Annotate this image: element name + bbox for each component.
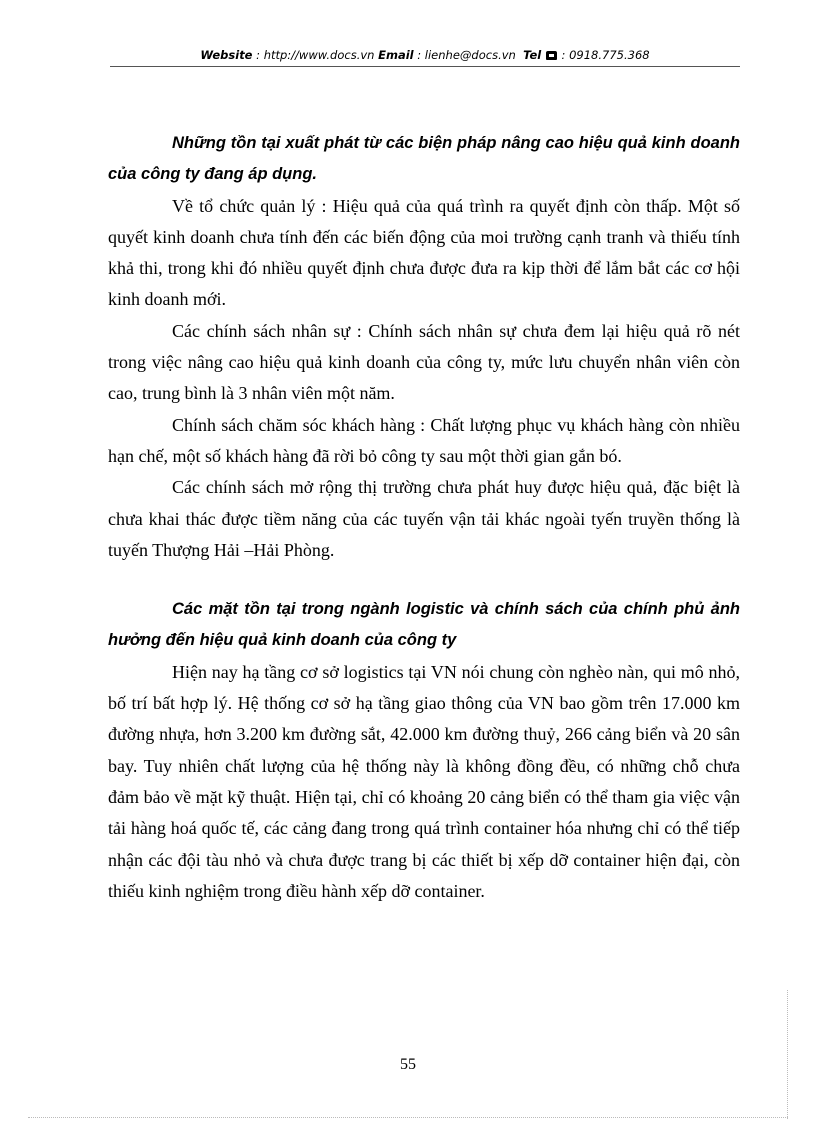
page-border-right (787, 990, 788, 1119)
phone-icon (546, 51, 557, 60)
section1-paragraph: Các chính sách mở rộng thị trường chưa phát huy được hiệu quả, đặc biệt là chưa khai thác được tiềm năng của các tuyến vận tải khác ngoài tyến truyền thống là tuyến Thượng Hải –Hải Phòng. (108, 477, 740, 560)
section1-heading: Những tồn tại xuất phát từ các biện pháp nâng cao hiệu quả kinh doanh của công ty đang áp dụng. (108, 134, 740, 184)
email-address: lienhe@docs.vn (424, 48, 516, 62)
page-number: 55 (400, 1056, 416, 1073)
section1-paragraph: Các chính sách nhân sự : Chính sách nhân sự chưa đem lại hiệu quả rõ nét trong việc nâng cao hiệu quả kinh doanh của công ty, mức lưu chuyển nhân viên còn cao, trung bình là 3 nhân viên một năm. (108, 320, 740, 404)
section2-paragraph: Hiện nay hạ tầng cơ sở logistics tại VN nói chung còn nghèo nàn, qui mô nhỏ, bố trí bất hợp lý. Hệ thống cơ sở hạ tầng giao thông của VN bao gồm trên 17.000 km đường nhựa, hơn 3.200 km đường sắt, 42.000 km đường thuỷ, 266 cảng biển và 20 sân bay. Tuy nhiên chất lượng của hệ thống này là không đồng đều, có những chỗ chưa đảm bảo về mặt kỹ thuật. Hiện tại, chỉ có khoảng 20 cảng biển có thể tham gia việc vận tải hàng hoá quốc tế, các cảng đang trong quá trình container hóa nhưng chỉ có thể tiếp nhận các đội tàu nhỏ và chưa được trang bị các thiết bị xếp dỡ container hiện đại, còn thiếu kinh nghiệm trong điều hành xếp dỡ container. (108, 661, 740, 901)
page-header: Website : http://www.docs.vn Email : lienhe@docs.vn Tel : 0918.775.368 (110, 46, 740, 67)
section2-heading: Các mặt tồn tại trong ngành logistic và chính sách của chính phủ ảnh hưởng đến hiệu quả kinh doanh của công ty (108, 600, 740, 650)
section1-paragraph: Về tổ chức quản lý : Hiệu quả của quá trình ra quyết định còn thấp. Một số quyết kinh doanh chưa tính đến các biến động của moi trường cạnh tranh và thiếu tính khả thi, trong khi đó nhiều quyết định chưa được đưa ra kịp thời để lắm bắt các cơ hội kinh doanh mới. (108, 195, 740, 310)
page-border-bottom (28, 1117, 788, 1118)
email-label: Email (378, 48, 414, 62)
document-body (108, 128, 740, 907)
tel-label: Tel (523, 48, 542, 62)
website-label: Website (200, 48, 253, 62)
section1-paragraph: Chính sách chăm sóc khách hàng : Chất lượng phục vụ khách hàng còn nhiều hạn chế, một số khách hàng đã rời bỏ công ty sau một thời gian gắn bó. (108, 414, 740, 466)
phone-number: 0918.775.368 (569, 48, 650, 62)
website-url: http://www.docs.vn (263, 48, 375, 62)
